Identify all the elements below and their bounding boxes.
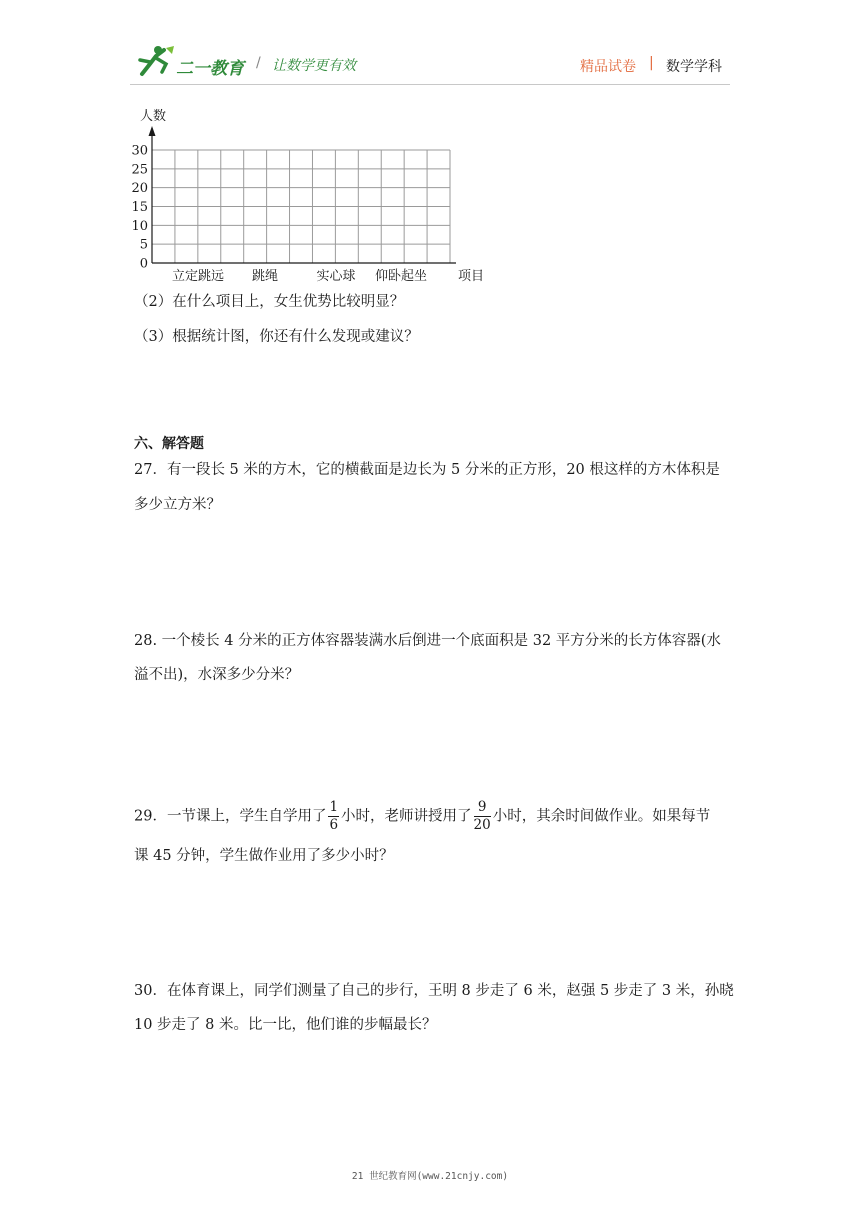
- q29-text-c: 小时，其余时间做作业。如果每节: [492, 808, 711, 825]
- question-30-line2: 10 步走了 8 米。比一比，他们谁的步幅最长？: [134, 1017, 437, 1033]
- q29-text-a: 29．一节课上，学生自学用了: [134, 808, 327, 825]
- question-27-line1: 27．有一段长 5 米的方木，它的横截面是边长为 5 分米的正方形，20 根这样的方木体积是: [134, 462, 720, 478]
- y-tick-label: 20: [131, 181, 148, 197]
- x-category-label: 仰卧起坐: [374, 269, 428, 284]
- chart-x-categories: [172, 268, 427, 284]
- y-tick-label: 5: [139, 237, 148, 253]
- question-26-3: （3）根据统计图，你还有什么发现或建议？: [134, 329, 419, 345]
- question-26-2: （2）在什么项目上，女生优势比较明显？: [134, 294, 405, 310]
- header-subject: 数学学科: [666, 59, 722, 75]
- header-slogan: 让数学更有效: [272, 58, 356, 74]
- logo-text: 二一教育: [176, 59, 244, 79]
- question-29-line1: [134, 800, 710, 833]
- chart-axes: [149, 126, 457, 263]
- fraction-nine-twentieths: $\frac{9}{20}$: [473, 799, 491, 833]
- y-tick-label: 15: [131, 200, 148, 215]
- question-28-line1: 28. 一个棱长 4 分米的正方体容器装满水后倒进一个底面积是 32 平方分米的长方体容器(水: [134, 633, 721, 649]
- page-footer: 21 世纪教育网(www.21cnjy.com): [351, 1171, 509, 1182]
- x-category-label: 实心球: [316, 269, 356, 284]
- question-30-line1: 30．在体育课上，同学们测量了自己的步行，王明 8 步走了 6 米，赵强 5 步走了 3 米，孙晓: [134, 983, 734, 999]
- bar-chart: [120, 100, 500, 290]
- question-27-line2: 多少立方米？: [134, 497, 221, 513]
- q29-text-b: 小时，老师讲授用了: [341, 808, 472, 825]
- fraction-one-sixth: $\frac{1}{6}$: [329, 799, 339, 833]
- y-tick-label: 25: [131, 162, 148, 178]
- y-tick-label: 10: [131, 218, 148, 234]
- chart-grid: [152, 150, 450, 263]
- runner-logo-icon: [136, 44, 176, 78]
- header-slash: /: [256, 55, 261, 71]
- question-28-line2: 溢不出)，水深多少分米？: [134, 667, 300, 683]
- x-category-label: 立定跳远: [171, 269, 225, 284]
- y-axis-arrow: [149, 126, 156, 136]
- chart-y-ticks: [131, 144, 148, 272]
- question-29-line2: 课 45 分钟，学生做作业用了多少小时？: [134, 848, 394, 864]
- x-axis-label: 项目: [458, 269, 485, 284]
- section-heading-6: 六、解答题: [134, 436, 204, 452]
- y-tick-label: 0: [139, 256, 148, 272]
- y-axis-label: 人数: [140, 109, 167, 124]
- x-category-label: 跳绳: [251, 269, 279, 284]
- header-tag: 精品试卷: [580, 59, 636, 75]
- header-divider: [130, 84, 730, 85]
- header-separator: |: [649, 55, 654, 71]
- y-tick-label: 30: [131, 143, 148, 159]
